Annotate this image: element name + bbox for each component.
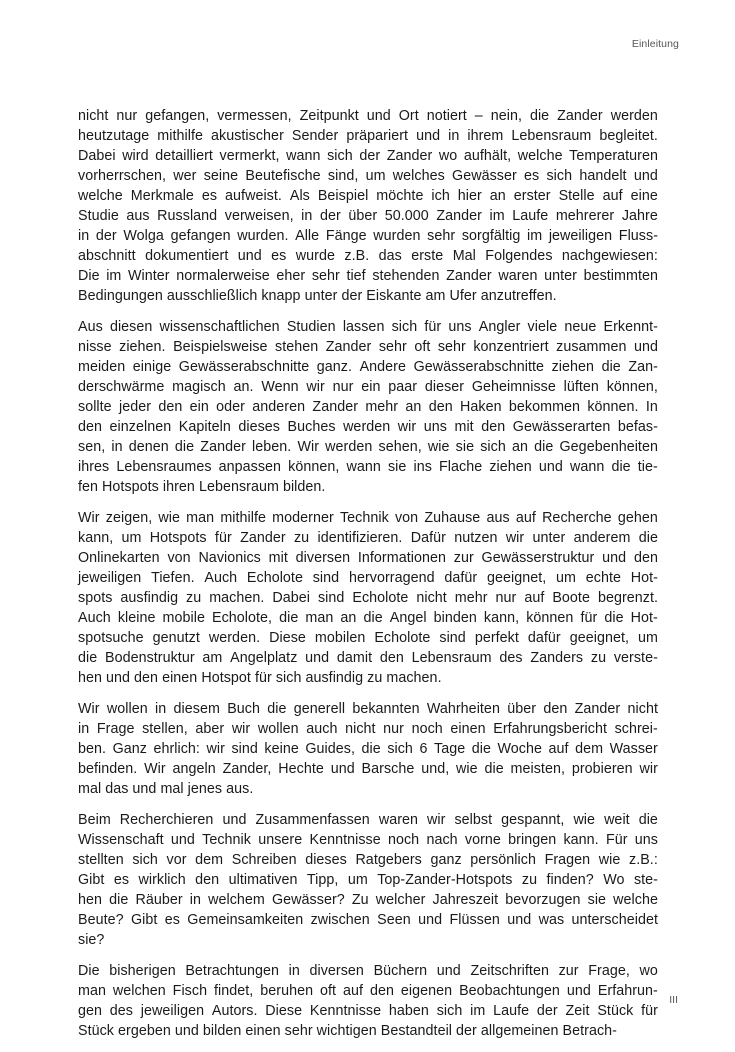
paragraph — [78, 699, 658, 799]
text-line: nisse ziehen. Beispielsweise stehen Zander sehr oft sehr konzentriert zusammen und — [78, 339, 658, 355]
text-line: Beim Recherchieren und Zusammenfassen waren wir selbst gespannt, wie weit die — [78, 812, 658, 828]
paragraph — [78, 810, 658, 950]
text-line: Aus diesen wissenschaftlichen Studien lassen sich für uns Angler viele neue Erkennt- — [78, 319, 658, 335]
text-line: gen des jeweiligen Autors. Diese Kenntnisse haben sich im Laufe der Zeit Stück für — [78, 1003, 658, 1019]
text-line: Dabei wird detailliert vermerkt, wann sich der Zander wo aufhält, welche Temperaturen — [78, 148, 658, 164]
text-line: ben. Ganz ehrlich: wir sind keine Guides, die sich 6 Tage die Woche auf dem Wasser — [78, 741, 658, 757]
text-line: hen und den einen Hotspot für sich ausfindig zu machen. — [78, 670, 442, 686]
body-text — [78, 106, 658, 1052]
text-line: den einzelnen Kapiteln dieses Buches werden wir uns mit den Gewässerarten befas- — [78, 419, 658, 435]
text-line: Gibt es wirklich den ultimativen Tipp, um Top-Zander-Hotspots zu finden? Wo ste- — [78, 872, 658, 888]
text-line: derschwärme magisch an. Wenn wir nur ein paar dieser Geheimnisse lüften können, — [78, 379, 658, 395]
text-line: heutzutage mithilfe akustischer Sender präpariert und in ihrem Lebensraum begleitet. — [78, 128, 658, 144]
text-line: spotsuche genutzt werden. Diese mobilen Echolote sind perfekt dafür geeignet, um — [78, 630, 658, 646]
text-line: Onlinekarten von Navionics mit diversen Informationen zur Gewässerstruktur und den — [78, 550, 658, 566]
text-line: ihres Lebensraumes anpassen können, wann sie ins Flache ziehen und wann die tie- — [78, 459, 658, 475]
text-line: welche Merkmale es aufweist. Als Beispiel möchte ich hier an erster Stelle auf eine — [78, 188, 658, 204]
text-line: befinden. Wir angeln Zander, Hechte und Barsche und, wie die meisten, probieren wir — [78, 761, 658, 777]
text-line: Die bisherigen Betrachtungen in diversen Büchern und Zeitschriften zur Frage, wo — [78, 963, 658, 979]
text-line: vorherrschen, wer seine Beutefische sind, um welches Gewässer es sich handelt und — [78, 168, 658, 184]
text-line: Stück ergeben und bilden einen sehr wichtigen Bestandteil der allgemeinen Betrach- — [78, 1023, 617, 1039]
text-line: mal das und mal jenes aus. — [78, 781, 254, 797]
text-line: sen, in denen die Zander leben. Wir werden sehen, wie sie sich an die Gegebenheiten — [78, 439, 658, 455]
text-line: in Frage stellen, aber wir wollen auch nicht nur noch einen Erfahrungsbericht schrei- — [78, 721, 658, 737]
running-header-title: Einleitung — [631, 38, 679, 50]
text-line: Beute? Gibt es Gemeinsamkeiten zwischen Seen und Flüssen und was unterscheidet — [78, 912, 658, 928]
text-line: spots ausfindig zu machen. Dabei sind Echolote nicht mehr nur auf Boote begrenzt. — [78, 590, 658, 606]
text-line: sie? — [78, 932, 105, 948]
text-line: fen Hotspots ihren Lebensraum bilden. — [78, 479, 326, 495]
text-line: Wir zeigen, wie man mithilfe moderner Technik von Zuhause aus auf Recherche gehen — [78, 510, 658, 526]
text-line: abschnitt dokumentiert und es wurde z.B. das erste Mal Folgendes nachgewiesen: — [78, 248, 658, 264]
paragraph — [78, 508, 658, 688]
text-line: sollte jeder den ein oder anderen Zander mehr an den Haken bekommen können. In — [78, 399, 658, 415]
text-line: Wissenschaft und Technik unsere Kenntnisse noch nach vorne bringen kann. Für uns — [78, 832, 658, 848]
text-line: nicht nur gefangen, vermessen, Zeitpunkt und Ort notiert – nein, die Zander werden — [78, 108, 658, 124]
text-line: stellten sich vor dem Schreiben dieses Ratgebers ganz persönlich Fragen wie z.B.: — [78, 852, 658, 868]
text-line: Bedingungen ausschließlich knapp unter der Eiskante am Ufer anzutreffen. — [78, 288, 557, 304]
text-line: Auch kleine mobile Echolote, die man an die Angel binden kann, können für die Hot- — [78, 610, 658, 626]
paragraph — [78, 106, 658, 306]
text-line: Wir wollen in diesem Buch die generell bekannten Wahrheiten über den Zander nicht — [78, 701, 658, 717]
paragraph — [78, 961, 658, 1041]
text-line: jeweiligen Tiefen. Auch Echolote sind hervorragend dafür geeignet, um echte Hot- — [78, 570, 658, 586]
text-line: Studie aus Russland verweisen, in der über 50.000 Zander im Laufe mehrerer Jahre — [78, 208, 658, 224]
text-line: die Bodenstruktur am Angelplatz und damit den Lebensraum des Zanders zu verste- — [78, 650, 658, 666]
text-line: hen die Räuber in welchem Gewässer? Zu welcher Jahreszeit bevorzugen sie welche — [78, 892, 658, 908]
text-line: man welchen Fisch findet, beruhen oft auf den eigenen Beobachtungen und Erfahrun- — [78, 983, 658, 999]
text-line: in der Wolga gefangen wurden. Alle Fänge wurden sehr sorgfältig im jeweiligen Fluss- — [78, 228, 658, 244]
text-line: meiden einige Gewässerabschnitte ganz. Andere Gewässerabschnitte ziehen die Zan- — [78, 359, 658, 375]
page-number: III — [669, 994, 678, 1006]
text-line: Die im Winter normalerweise eher sehr tief stehenden Zander waren unter bestimmten — [78, 268, 658, 284]
text-line: kann, um Hotspots für Zander zu identifizieren. Dafür nutzen wir unter anderem die — [78, 530, 658, 546]
paragraph — [78, 317, 658, 497]
